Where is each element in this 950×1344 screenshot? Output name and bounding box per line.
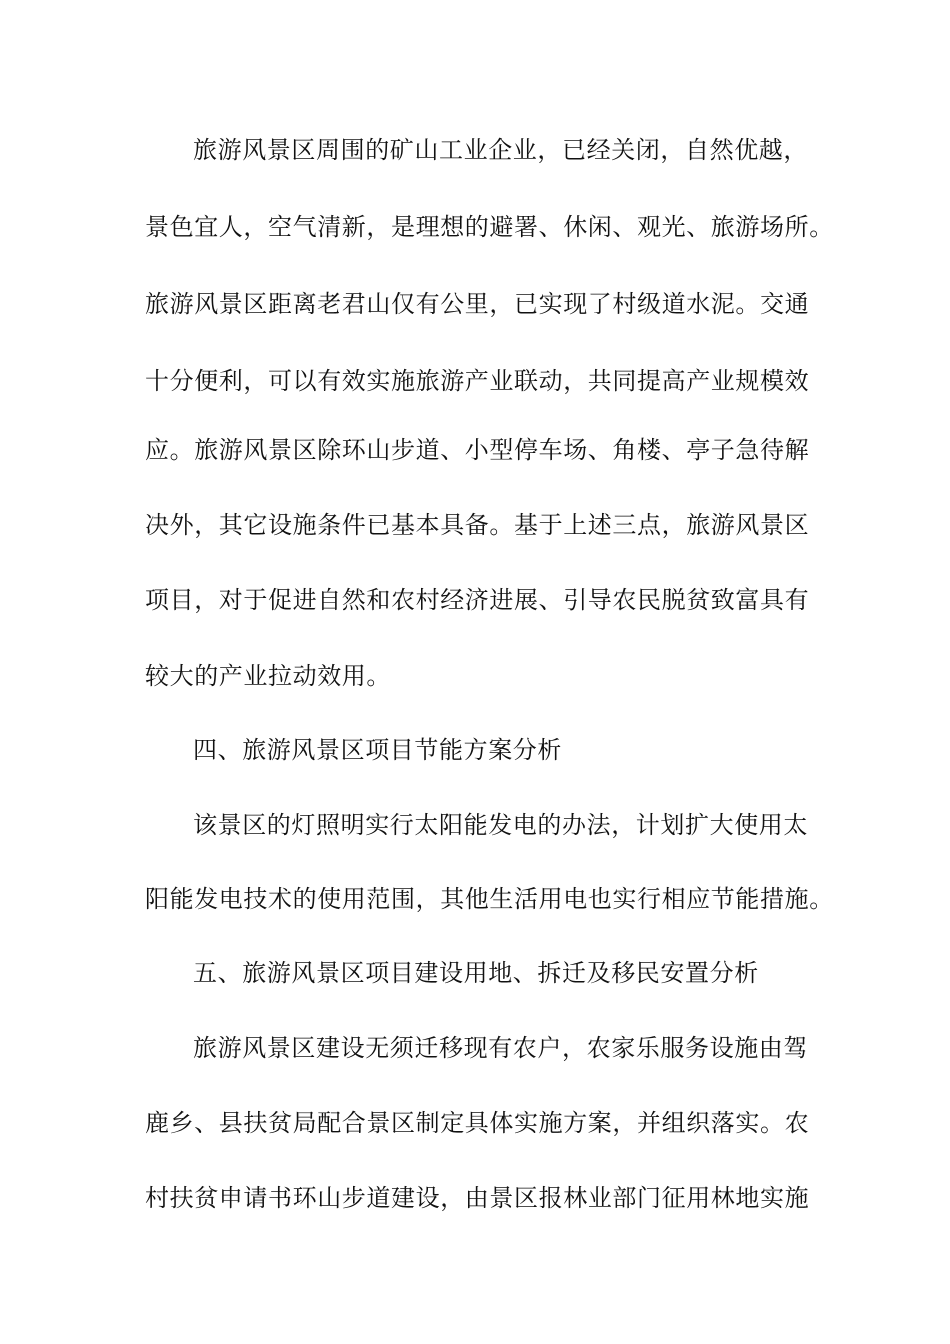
paragraph-line: 应。旅游风景区除环山步道、小型停车场、角楼、亭子急待解	[145, 436, 810, 464]
paragraph-line: 较大的产业拉动效用。	[145, 662, 391, 690]
paragraph-line: 十分便利，可以有效实施旅游产业联动，共同提高产业规模效	[145, 367, 810, 395]
paragraph-line: 旅游风景区建设无须迁移现有农户，农家乐服务设施由驾	[193, 1034, 808, 1062]
paragraph-line: 景色宜人，空气清新，是理想的避署、休闲、观光、旅游场所。	[145, 213, 834, 241]
paragraph-line: 项目，对于促进自然和农村经济进展、引导农民脱贫致富具有	[145, 586, 810, 614]
section-heading: 四、旅游风景区项目节能方案分析	[193, 736, 562, 764]
paragraph-line: 决外，其它设施条件已基本具备。基于上述三点，旅游风景区	[145, 511, 810, 539]
paragraph-line: 旅游风景区距离老君山仅有公里，已实现了村级道水泥。交通	[145, 290, 810, 318]
paragraph-line: 村扶贫申请书环山步道建设，由景区报林业部门征用林地实施	[145, 1184, 810, 1212]
paragraph-line: 鹿乡、县扶贫局配合景区制定具体实施方案，并组织落实。农	[145, 1109, 810, 1137]
paragraph-line: 旅游风景区周围的矿山工业企业，已经关闭，自然优越，	[193, 136, 808, 164]
paragraph-line: 阳能发电技术的使用范围，其他生活用电也实行相应节能措施。	[145, 885, 834, 913]
paragraph-line: 该景区的灯照明实行太阳能发电的办法，计划扩大使用太	[193, 811, 808, 839]
section-heading: 五、旅游风景区项目建设用地、拆迁及移民安置分析	[193, 959, 759, 987]
